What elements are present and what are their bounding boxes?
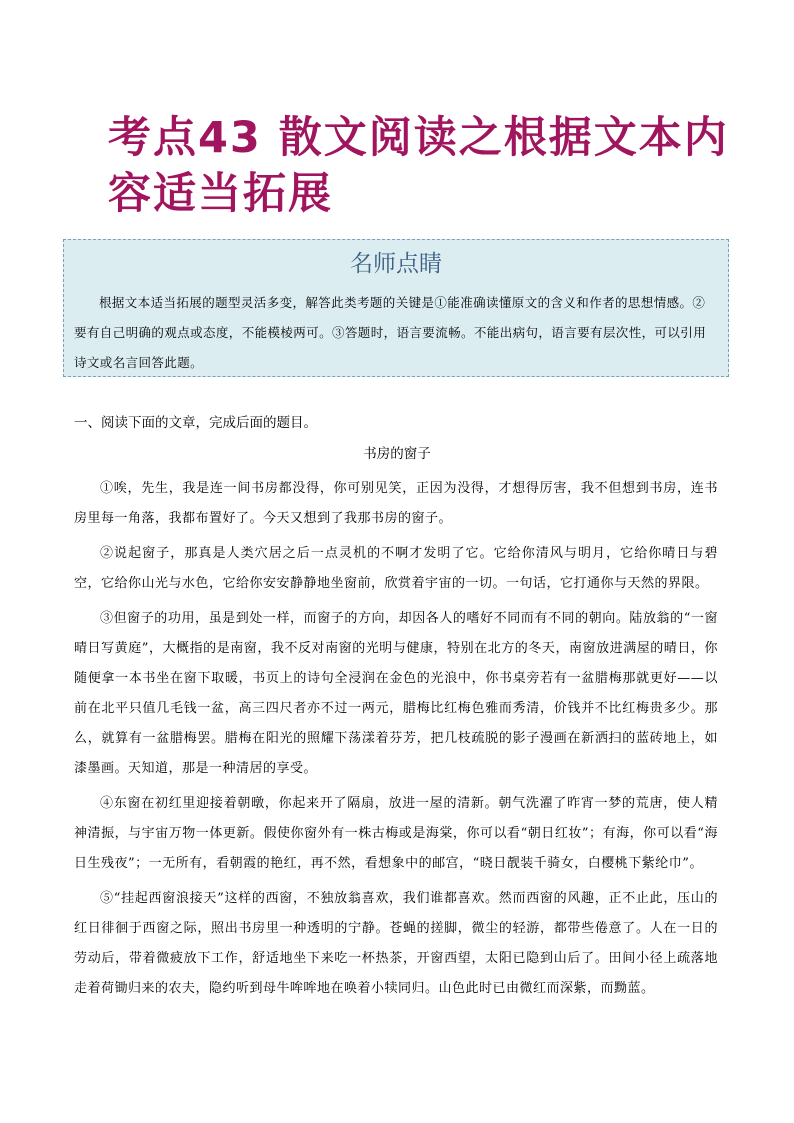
article-paragraph-2: ②说起窗子，那真是人类穴居之后一点灵机的不啊才发明了它。它给你清风与明月，它给你晴日与碧空，它给你山光与水色，它给你安安静静地坐窗前，欣赏着宇宙的一切。一句话，它打通你与天然的界限。 [74, 546, 718, 591]
article-paragraph-4: ④东窗在初红里迎接着朝暾，你起来开了隔扇，放进一屋的清新。朝气洗濯了昨宵一梦的荒唐，使人精神清振，与宇宙万物一体更新。假使你窗外有一株古梅或是海棠，你可以看“朝日红妆”；有海，你可以看“海日生残夜”；一无所有，看朝霞的艳红，再不然，看想象中的邮宫，“晓日靓装千骑女，白樱桃下紫纶巾”。 [74, 796, 718, 871]
page-title [108, 110, 748, 222]
tip-box-text: 根据文本适当拓展的题型灵活多变，解答此类考题的关键是①能准确读懂原文的含义和作者的思想情感。②要有自己明确的观点或态度，不能模棱两可。③答题时，语言要流畅。不能出病句，语言要有层次性，可以引用诗文或名言回答此题。 [74, 295, 707, 370]
article-title: 书房的窗子 [363, 446, 431, 462]
page-title-line-1: 考点43 散文阅读之根据文本内 [108, 113, 729, 163]
article-paragraph-1: ①唉，先生，我是连一间书房都没得，你可别见笑，正因为没得，才想得厉害，我不但想到书房，连书房里每一角落，我都布置好了。今天又想到了我那书房的窗子。 [74, 481, 718, 526]
tip-box-heading: 名师点睛 [350, 251, 442, 277]
page-title-line-2: 容适当拓展 [108, 169, 333, 219]
article-body [74, 474, 718, 1009]
article-paragraph-5: ⑤“挂起西窗浪接天”这样的西窗，不独放翁喜欢，我们谁都喜欢。然而西窗的风趣，正不止此，压山的红日徘徊于西窗之际，照出书房里一种透明的宁静。苍蝇的搓脚，微尘的轻游，都带些倦意了。人在一日的劳动后，带着微疲放下工作，舒适地坐下来吃一杯热茶，开窗西望，太阳已隐到山后了。田间小径上疏落地走着荷锄归来的农夫，隐约听到母牛哞哞地在唤着小犊同归。山色此时已由微红而深紫，而黝蓝。 [74, 891, 718, 996]
question-heading: 一、阅读下面的文章，完成后面的题目。 [74, 415, 317, 431]
tip-box [63, 239, 729, 377]
article-paragraph-3: ③但窗子的功用，虽是到处一样，而窗子的方向，却因各人的嗜好不同而有不同的朝向。陆放翁的“一窗晴日写黄庭”，大概指的是南窗，我不反对南窗的光明与健康，特别在北方的冬天，南窗放进满屋的晴日，你随便拿一本书坐在窗下取暖，书页上的诗句全浸润在金色的光浪中，你书桌旁若有一盆腊梅那就更好——以前在北平只值几毛钱一盆，高三四尺者亦不过一两元，腊梅比红梅色雅而秀清，价钱并不比红梅贵多少。那么，就算有一盆腊梅罢。腊梅在阳光的照耀下荡漾着芬芳，把几枝疏脱的影子漫画在新洒扫的蓝砖地上，如漆墨画。天知道，那是一种清居的享受。 [74, 611, 718, 776]
